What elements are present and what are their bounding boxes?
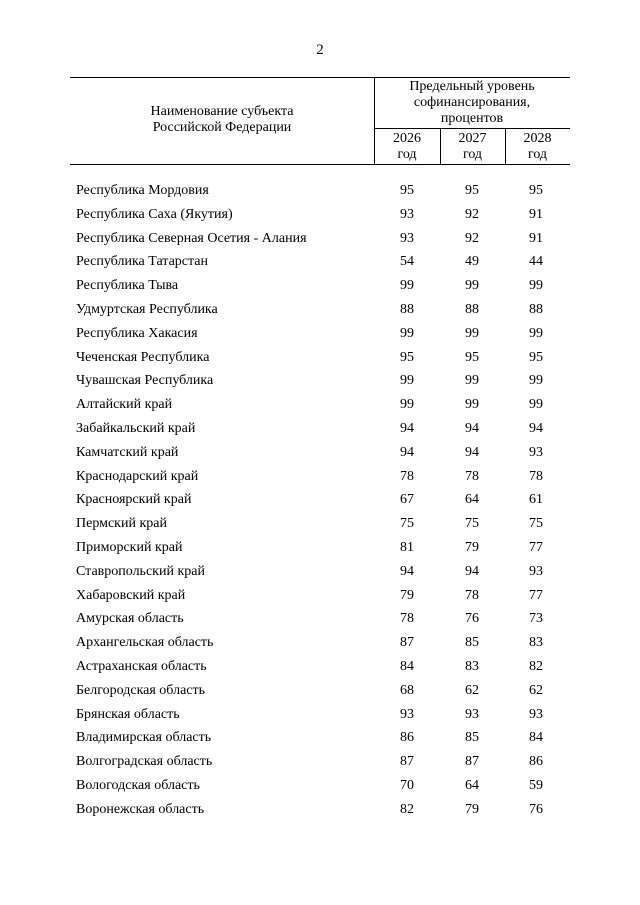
- value-2026-cell: 88: [400, 301, 414, 317]
- table-row: [0, 465, 640, 489]
- table-row: [0, 179, 640, 203]
- subject-name-cell: Республика Тыва: [76, 278, 179, 294]
- value-2026-cell: 86: [400, 730, 414, 746]
- subject-name-cell: Приморский край: [76, 539, 183, 555]
- cofinancing-header-line-1: Предельный уровень: [409, 79, 535, 94]
- subject-name-cell: Пермский край: [76, 516, 167, 532]
- value-2027-cell: 99: [465, 325, 479, 341]
- value-2027-cell: 99: [465, 278, 479, 294]
- value-2026-cell: 99: [400, 278, 414, 294]
- table-row: [0, 250, 640, 274]
- table-row: [0, 750, 640, 774]
- year-header-2027: [440, 131, 505, 163]
- value-2028-cell: 86: [529, 754, 543, 770]
- value-2026-cell: 81: [400, 539, 414, 555]
- value-2028-cell: 93: [529, 444, 543, 460]
- table-row: [0, 274, 640, 298]
- subject-name-cell: Республика Татарстан: [76, 254, 209, 270]
- value-2026-cell: 78: [400, 468, 414, 484]
- table-row: [0, 798, 640, 822]
- value-2026-cell: 84: [400, 658, 414, 674]
- year-2027-line-1: 2027: [458, 131, 487, 146]
- value-2027-cell: 64: [465, 777, 479, 793]
- value-2028-cell: 77: [529, 587, 543, 603]
- subject-name-cell: Алтайский край: [76, 397, 173, 413]
- subject-name-cell: Владимирская область: [76, 730, 212, 746]
- subject-name-header-line-2: Российской Федерации: [152, 120, 292, 135]
- value-2028-cell: 82: [529, 658, 543, 674]
- subject-name-cell: Чувашская Республика: [76, 373, 214, 389]
- value-2028-cell: 75: [529, 516, 543, 532]
- value-2026-cell: 82: [400, 801, 414, 817]
- table-row: [0, 346, 640, 370]
- value-2028-cell: 94: [529, 420, 543, 436]
- value-2027-cell: 94: [465, 420, 479, 436]
- value-2027-cell: 94: [465, 444, 479, 460]
- value-2028-cell: 62: [529, 682, 543, 698]
- table-row: [0, 607, 640, 631]
- subject-name-cell: Камчатский край: [76, 444, 179, 460]
- value-2028-cell: 93: [529, 563, 543, 579]
- value-2027-cell: 94: [465, 563, 479, 579]
- table-row: [0, 227, 640, 251]
- value-2028-cell: 99: [529, 397, 543, 413]
- value-2027-cell: 64: [465, 492, 479, 508]
- value-2028-cell: 95: [529, 349, 543, 365]
- table-row: [0, 536, 640, 560]
- subject-name-cell: Брянская область: [76, 706, 180, 722]
- year-2028-line-1: 2028: [523, 131, 552, 146]
- value-2027-cell: 49: [465, 254, 479, 270]
- value-2026-cell: 99: [400, 397, 414, 413]
- header-bottom-rule: [70, 164, 570, 165]
- subject-name-column-header: [70, 104, 374, 136]
- subject-name-cell: Амурская область: [76, 611, 184, 627]
- subject-name-header-line-1: Наименование субъекта: [150, 104, 294, 119]
- table-row: [0, 584, 640, 608]
- value-2027-cell: 85: [465, 730, 479, 746]
- subject-name-cell: Чеченская Республика: [76, 349, 210, 365]
- table-row: [0, 679, 640, 703]
- year-header-2028: [505, 131, 570, 163]
- subject-name-cell: Краснодарский край: [76, 468, 199, 484]
- table-row: [0, 512, 640, 536]
- value-2026-cell: 87: [400, 635, 414, 651]
- value-2027-cell: 62: [465, 682, 479, 698]
- subject-name-cell: Удмуртская Республика: [76, 301, 218, 317]
- value-2026-cell: 93: [400, 206, 414, 222]
- value-2027-cell: 83: [465, 658, 479, 674]
- subject-name-cell: Республика Мордовия: [76, 183, 209, 198]
- value-2028-cell: 99: [529, 373, 543, 389]
- value-2027-cell: 79: [465, 801, 479, 817]
- value-2028-cell: 91: [529, 230, 543, 246]
- table-row: [0, 393, 640, 417]
- value-2027-cell: 76: [465, 611, 479, 627]
- value-2028-cell: 44: [529, 254, 543, 270]
- cofinancing-header-line-3: процентов: [440, 111, 504, 126]
- year-2027-line-2: год: [462, 147, 483, 162]
- header-subgroup-rule: [374, 128, 570, 129]
- year-2026-line-2: год: [397, 147, 417, 162]
- table-row: [0, 441, 640, 465]
- value-2027-cell: 92: [465, 206, 479, 222]
- subject-name-cell: Республика Хакасия: [76, 325, 198, 341]
- value-2028-cell: 61: [529, 492, 543, 508]
- table-row: [0, 298, 640, 322]
- table-row: [0, 488, 640, 512]
- value-2027-cell: 92: [465, 230, 479, 246]
- value-2027-cell: 75: [465, 516, 479, 532]
- subject-name-cell: Ставропольский край: [76, 563, 205, 579]
- value-2027-cell: 99: [465, 373, 479, 389]
- value-2026-cell: 68: [400, 682, 414, 698]
- value-2028-cell: 78: [529, 468, 543, 484]
- table-row: [0, 631, 640, 655]
- value-2027-cell: 79: [465, 539, 479, 555]
- value-2028-cell: 88: [529, 301, 543, 317]
- value-2026-cell: 75: [400, 516, 414, 532]
- table-row: [0, 322, 640, 346]
- value-2028-cell: 76: [529, 801, 543, 817]
- value-2028-cell: 59: [529, 777, 543, 793]
- subject-name-cell: Республика Северная Осетия - Алания: [76, 230, 307, 246]
- value-2028-cell: 99: [529, 325, 543, 341]
- subject-name-cell: Белгородская область: [76, 682, 206, 698]
- table-row: [0, 417, 640, 441]
- table-top-rule: [70, 77, 570, 78]
- table-body: [0, 179, 640, 822]
- table-row: [0, 703, 640, 727]
- year-2028-line-2: год: [527, 147, 548, 162]
- value-2027-cell: 87: [465, 754, 479, 770]
- value-2027-cell: 85: [465, 635, 479, 651]
- subject-name-cell: Красноярский край: [76, 492, 192, 508]
- value-2026-cell: 93: [400, 230, 414, 246]
- value-2028-cell: 93: [529, 706, 543, 722]
- subject-name-cell: Хабаровский край: [76, 587, 186, 603]
- value-2026-cell: 93: [400, 706, 414, 722]
- value-2027-cell: 99: [465, 397, 479, 413]
- cofinancing-header-line-2: софинансирования,: [413, 95, 531, 110]
- table-row: [0, 774, 640, 798]
- subject-name-cell: Волгоградская область: [76, 754, 213, 770]
- value-2028-cell: 83: [529, 635, 543, 651]
- value-2028-cell: 73: [529, 611, 543, 627]
- page-number: 2: [316, 42, 324, 58]
- value-2026-cell: 54: [400, 254, 414, 270]
- value-2026-cell: 67: [400, 492, 414, 508]
- value-2026-cell: 79: [400, 587, 414, 603]
- value-2026-cell: 94: [400, 420, 414, 436]
- subject-name-cell: Воронежская область: [76, 801, 205, 817]
- value-2028-cell: 99: [529, 278, 543, 294]
- subject-name-cell: Вологодская область: [76, 777, 200, 793]
- table-row: [0, 726, 640, 750]
- year-header-2026: [374, 131, 440, 163]
- value-2027-cell: 88: [465, 301, 479, 317]
- table-row: [0, 560, 640, 584]
- subject-name-cell: Астраханская область: [76, 658, 207, 674]
- table-row: [0, 369, 640, 393]
- value-2027-cell: 78: [465, 587, 479, 603]
- value-2026-cell: 99: [400, 325, 414, 341]
- value-2026-cell: 70: [400, 777, 414, 793]
- value-2026-cell: 78: [400, 611, 414, 627]
- value-2026-cell: 99: [400, 373, 414, 389]
- table-row: [0, 203, 640, 227]
- value-2027-cell: 78: [465, 468, 479, 484]
- value-2028-cell: 77: [529, 539, 543, 555]
- value-2027-cell: 95: [465, 349, 479, 365]
- value-2026-cell: 87: [400, 754, 414, 770]
- value-2026-cell: 95: [400, 183, 414, 198]
- value-2028-cell: 84: [529, 730, 543, 746]
- value-2028-cell: 95: [529, 183, 543, 198]
- value-2026-cell: 94: [400, 563, 414, 579]
- value-2026-cell: 95: [400, 349, 414, 365]
- subject-name-cell: Архангельская область: [76, 635, 214, 651]
- cofinancing-level-header: [374, 79, 570, 127]
- value-2027-cell: 93: [465, 706, 479, 722]
- value-2026-cell: 94: [400, 444, 414, 460]
- subject-name-cell: Забайкальский край: [76, 420, 196, 436]
- year-2026-line-1: 2026: [393, 131, 421, 146]
- value-2027-cell: 95: [465, 183, 479, 198]
- table-row: [0, 655, 640, 679]
- value-2028-cell: 91: [529, 206, 543, 222]
- subject-name-cell: Республика Саха (Якутия): [76, 206, 233, 222]
